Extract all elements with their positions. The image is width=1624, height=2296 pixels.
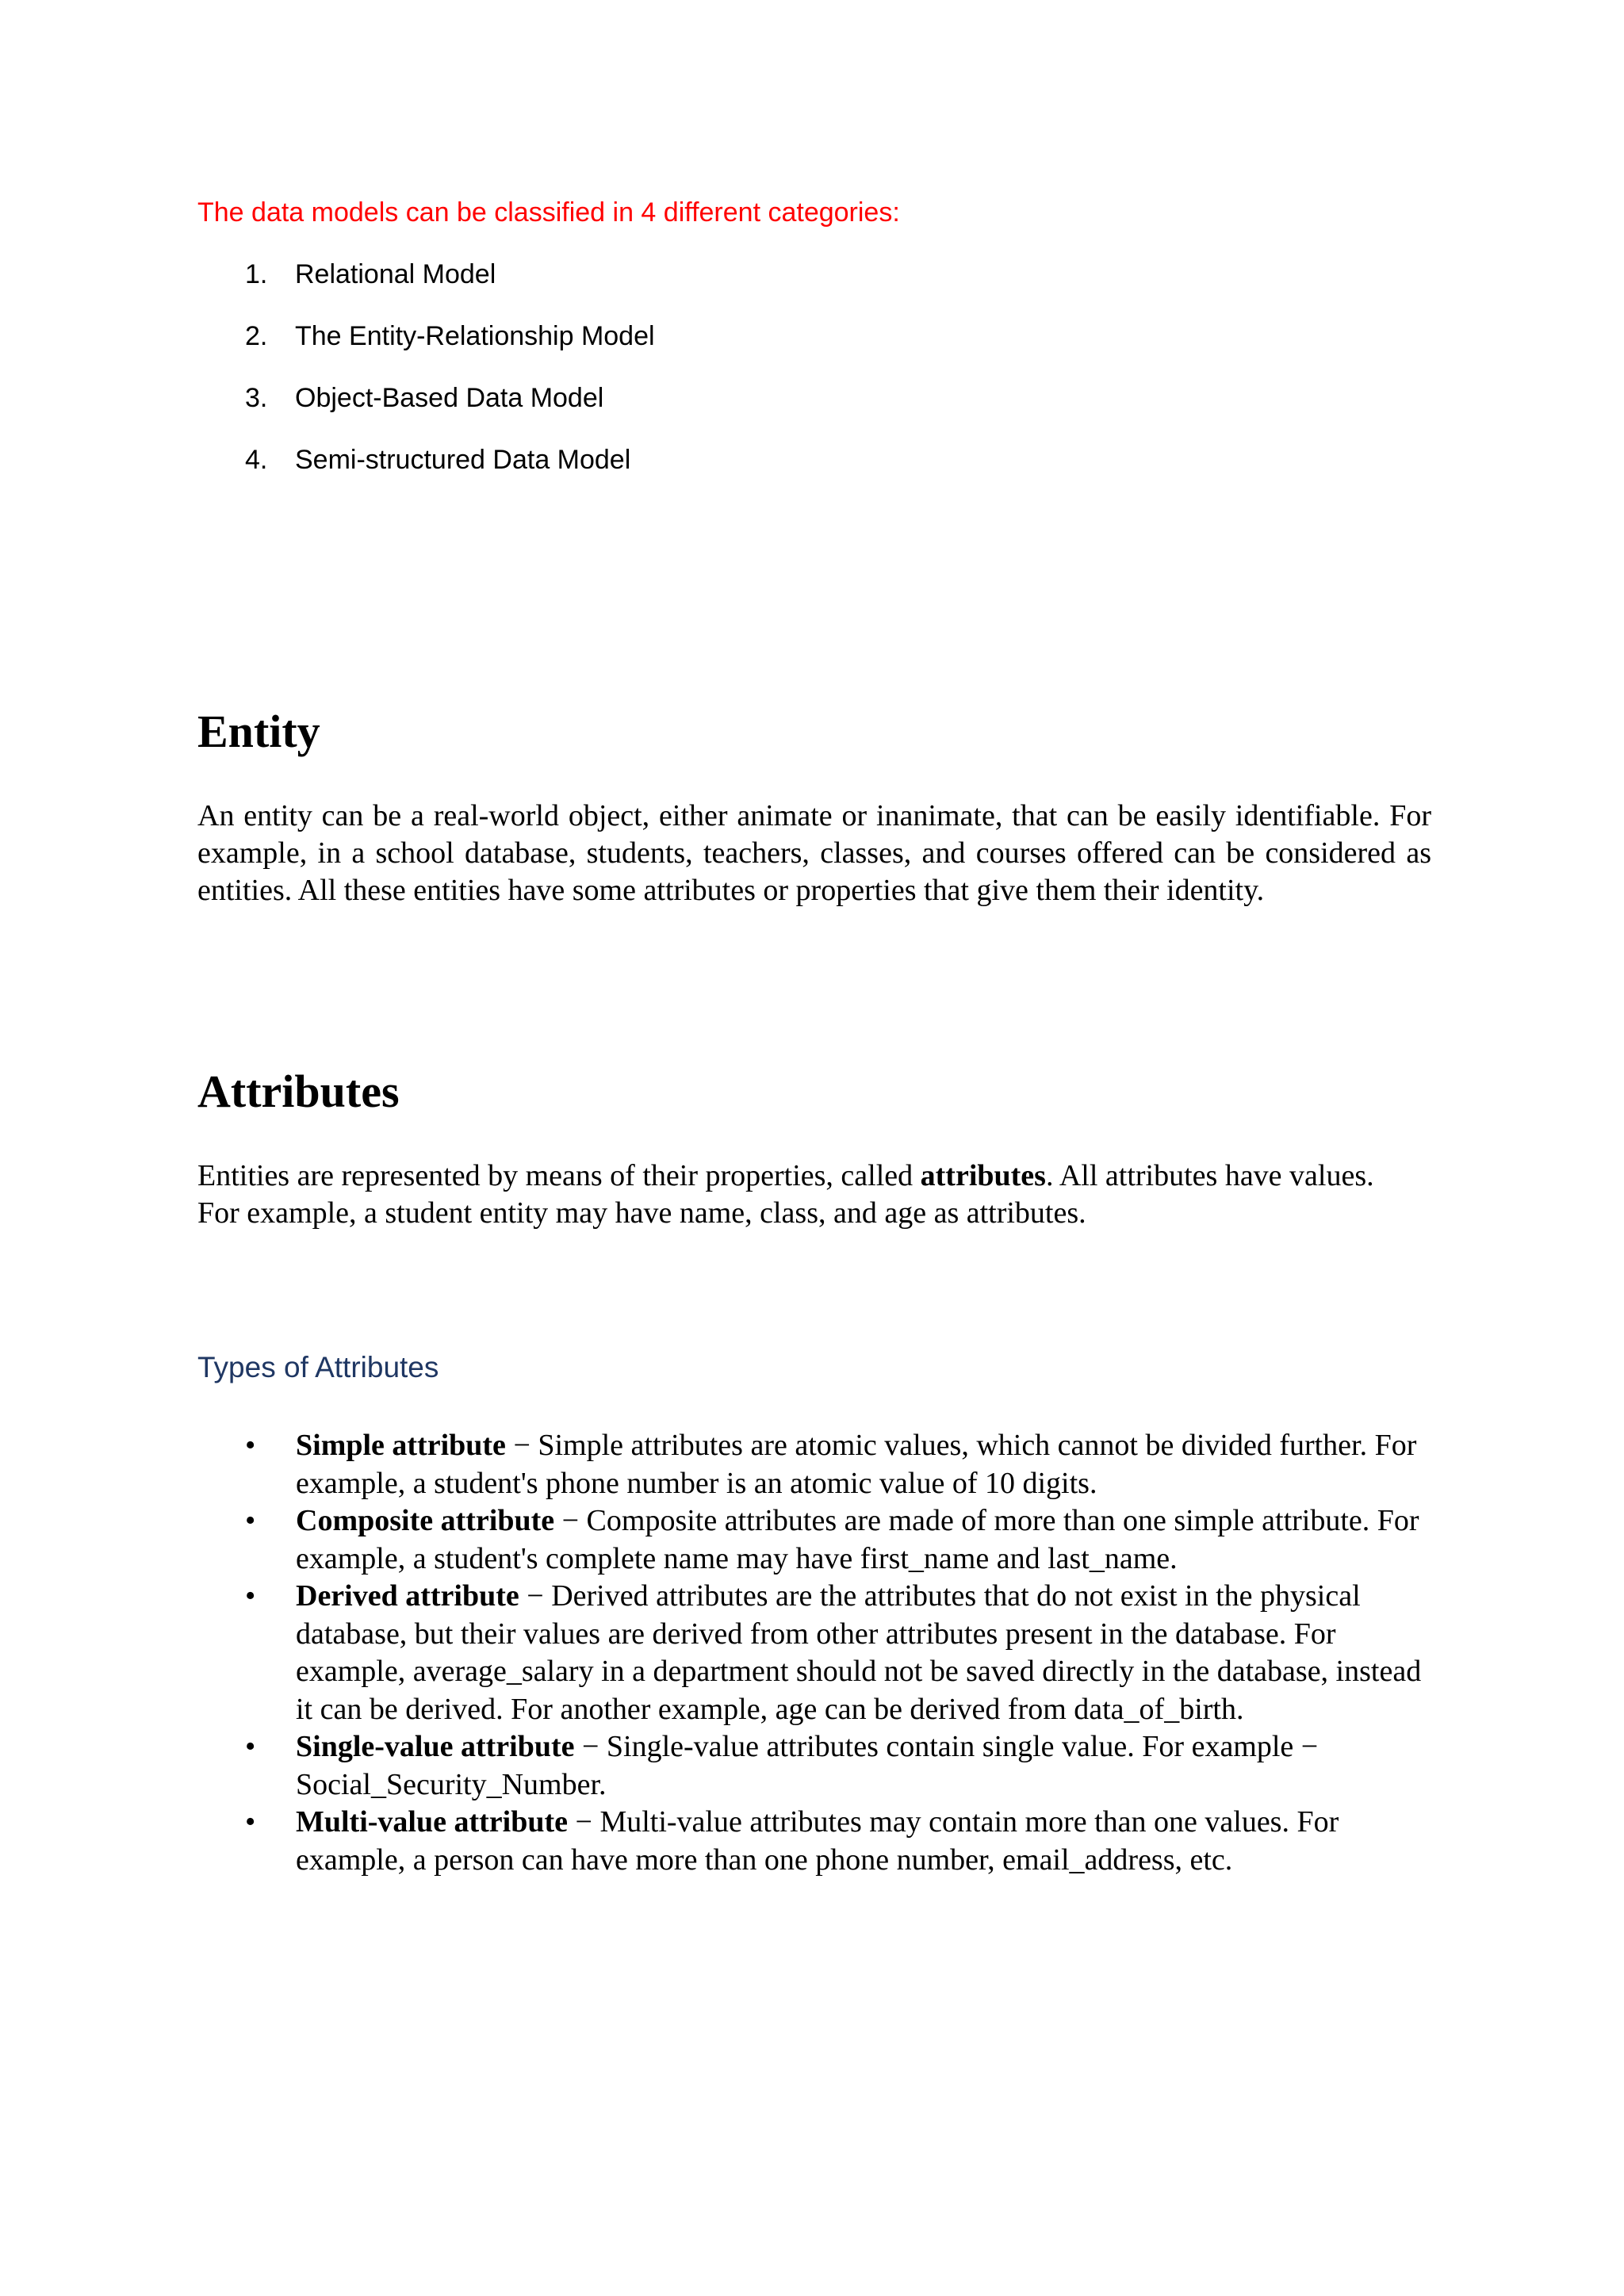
list-item-label: Semi-structured Data Model [295, 445, 631, 475]
list-number: 4. [245, 445, 268, 475]
list-item [197, 1804, 1434, 1879]
bullet-icon: • [245, 1504, 256, 1537]
attribute-type-description: − Single-value attributes contain single value. For example − Social_Security_Number. [296, 1730, 1319, 1801]
attribute-type-term: Single-value attribute [296, 1730, 575, 1763]
list-item-label: The Entity-Relationship Model [295, 321, 655, 351]
attribute-types-list [197, 1427, 1434, 1879]
attribute-type-term: Multi-value attribute [296, 1805, 569, 1839]
attribute-type-term: Composite attribute [296, 1504, 555, 1537]
attributes-heading: Attributes [197, 1066, 400, 1117]
entity-heading: Entity [197, 706, 320, 757]
bullet-icon: • [245, 1429, 256, 1462]
attributes-text-after: . All attributes have values. For example, a student entity may have name, class, and age as attributes. [197, 1159, 1374, 1230]
attribute-type-description: − Multi-value attributes may contain more than one values. For example, a person can have more than one phone number, email_address, etc. [296, 1805, 1339, 1877]
list-number: 2. [245, 321, 268, 351]
list-item-label: Relational Model [295, 259, 496, 289]
list-item [197, 1502, 1434, 1578]
list-item [197, 1427, 1434, 1502]
attributes-text-before: Entities are represented by means of their properties, called [197, 1159, 921, 1192]
types-of-attributes-heading: Types of Attributes [197, 1351, 439, 1383]
entity-paragraph: An entity can be a real-world object, either animate or inanimate, that can be easily identifiable. For example, in a school database, students, teachers, classes, and courses offered can be considered as entities. All these entities have some attributes or properties that give them their identity. [197, 799, 1431, 907]
attribute-type-description: − Derived attributes are the attributes that do not exist in the physical database, but their values are derived from other attributes present in the database. For example, average_salary in a department should not be saved directly in the database, instead it can be derived. For another example, age can be derived from data_of_birth. [296, 1579, 1422, 1726]
list-item [197, 1728, 1434, 1804]
attributes-bold-term: attributes [920, 1159, 1046, 1192]
list-item [197, 1578, 1434, 1728]
bullet-icon: • [245, 1805, 256, 1839]
list-item-label: Object-Based Data Model [295, 383, 604, 413]
bullet-icon: • [245, 1579, 256, 1613]
bullet-icon: • [245, 1730, 256, 1763]
attribute-type-description: − Composite attributes are made of more than one simple attribute. For example, a student's complete name may have first_name and last_name. [296, 1504, 1419, 1575]
list-number: 1. [245, 259, 268, 289]
attribute-type-term: Simple attribute [296, 1429, 506, 1462]
attribute-type-term: Derived attribute [296, 1579, 519, 1613]
attributes-paragraph [197, 1158, 1403, 1232]
list-number: 3. [245, 383, 268, 413]
attribute-type-description: − Simple attributes are atomic values, which cannot be divided further. For example, a student's phone number is an atomic value of 10 digits. [296, 1429, 1417, 1500]
intro-text: The data models can be classified in 4 different categories: [197, 197, 900, 228]
